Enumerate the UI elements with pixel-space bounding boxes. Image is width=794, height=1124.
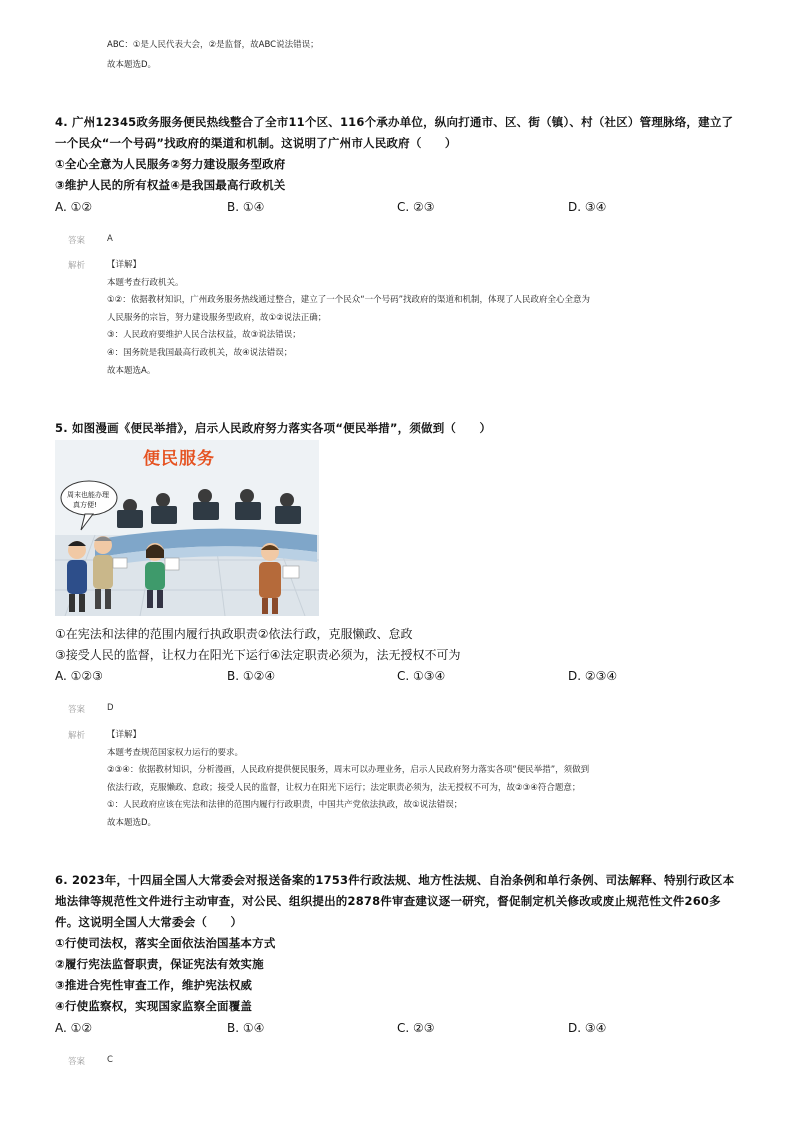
analysis-line: ②③④：依据教材知识，分析漫画，人民政府提供便民服务，周末可以办理业务，启示人民政府努力落实各项“便民举措”，须做到 — [107, 765, 590, 775]
question-4-item: ①全心全意为人民服务②努力建设服务型政府 — [55, 157, 286, 171]
question-4-item: ③维护人民的所有权益④是我国最高行政机关 — [55, 178, 286, 192]
question-5-stem: 5. 如图漫画《便民举措》，启示人民政府努力落实各项“便民举措”，须做到（ ） — [55, 421, 492, 435]
option-d: D. ③④ — [568, 1021, 607, 1035]
analysis-line: 本题考查规范国家权力运行的要求。 — [107, 748, 244, 758]
option-d: D. ②③④ — [568, 669, 618, 683]
question-6-item: ①行使司法权，落实全面依法治国基本方式 — [55, 936, 276, 950]
analysis-line: ①②：依据教材知识，广州政务服务热线通过整合，建立了一个民众“一个号码”找政府的渠道和机制，体现了人民政府全心全意为 — [107, 295, 591, 305]
comic-image — [55, 440, 319, 616]
analysis-label: 解析 — [68, 731, 86, 741]
option-c: C. ②③ — [397, 200, 435, 214]
answer-value: D — [107, 703, 114, 713]
question-6-item: ③推进合宪性审查工作，维护宪法权威 — [55, 978, 253, 992]
question-5-item: ③接受人民的监督，让权力在阳光下运行④法定职责必须为，法无授权不可为 — [55, 648, 461, 662]
question-5-item: ①在宪法和法律的范围内履行执政职责②依法行政，克服懒政、怠政 — [55, 627, 413, 641]
option-b: B. ①④ — [227, 200, 265, 214]
option-d: D. ③④ — [568, 200, 607, 214]
analysis-line: 人民服务的宗旨，努力建设服务型政府，故①②说法正确； — [107, 313, 327, 323]
question-6-stem-line3: 件。这说明全国人大常委会（ ） — [55, 915, 243, 929]
analysis-line: ①：人民政府应该在宪法和法律的范围内履行行政职责，中国共产党依法执政，故①说法错误； — [107, 800, 463, 810]
analysis-line: 故本题选A。 — [107, 366, 156, 376]
option-b: B. ①④ — [227, 1021, 265, 1035]
answer-value: C — [107, 1055, 113, 1065]
option-a: A. ①② — [55, 1021, 93, 1035]
comic-title: 便民服务 — [143, 449, 215, 469]
question-6-stem-line2: 地法律等规范性文件进行主动审查，对公民、组织提出的2878件审查建议逐一研究，督促制定机关修改或废止规范性文件260多 — [55, 894, 721, 908]
option-a: A. ①②③ — [55, 669, 103, 683]
question-4-stem-line1: 4. 广州12345政务服务便民热线整合了全市11个区、116个承办单位，纵向打通市、区、街（镇）、村（社区）管理脉络，建立了 — [55, 115, 734, 129]
answer-value: A — [107, 234, 113, 244]
option-c: C. ②③ — [397, 1021, 435, 1035]
question-6-item: ②履行宪法监督职责，保证宪法有效实施 — [55, 957, 264, 971]
question-6-stem-line1: 6. 2023年，十四届全国人大常委会对报送备案的1753件行政法规、地方性法规、自治条例和单行条例、司法解释、特别行政区本 — [55, 873, 735, 887]
analysis-line: 依法行政，克服懒政、怠政；接受人民的监督，让权力在阳光下运行；法定职责必须为，法无授权不可为，故②③④符合题意； — [107, 783, 581, 793]
comic-bubble-text: 周末也能办理 — [67, 491, 109, 499]
answer-label: 答案 — [68, 1057, 86, 1067]
comic-bubble-text: 真方便! — [73, 501, 97, 509]
analysis-line: 【详解】 — [107, 730, 142, 740]
option-a: A. ①② — [55, 200, 93, 214]
analysis-line: ④：国务院是我国最高行政机关，故④说法错误； — [107, 348, 293, 358]
option-c: C. ①③④ — [397, 669, 446, 683]
answer-label: 答案 — [68, 705, 86, 715]
analysis-line: 故本题选D。 — [107, 60, 157, 70]
analysis-line: 【详解】 — [107, 260, 142, 270]
option-b: B. ①②④ — [227, 669, 276, 683]
analysis-line: ③：人民政府要维护人民合法权益，故③说法错误； — [107, 330, 301, 340]
analysis-line: 故本题选D。 — [107, 818, 157, 828]
analysis-line: 本题考查行政机关。 — [107, 278, 184, 288]
analysis-line: ABC：①是人民代表大会，②是监督，故ABC说法错误； — [107, 40, 319, 50]
question-4-stem-line2: 一个民众“一个号码”找政府的渠道和机制。这说明了广州市人民政府（ ） — [55, 136, 457, 150]
answer-label: 答案 — [68, 236, 86, 246]
question-6-item: ④行使监察权，实现国家监察全面覆盖 — [55, 999, 253, 1013]
analysis-label: 解析 — [68, 261, 86, 271]
